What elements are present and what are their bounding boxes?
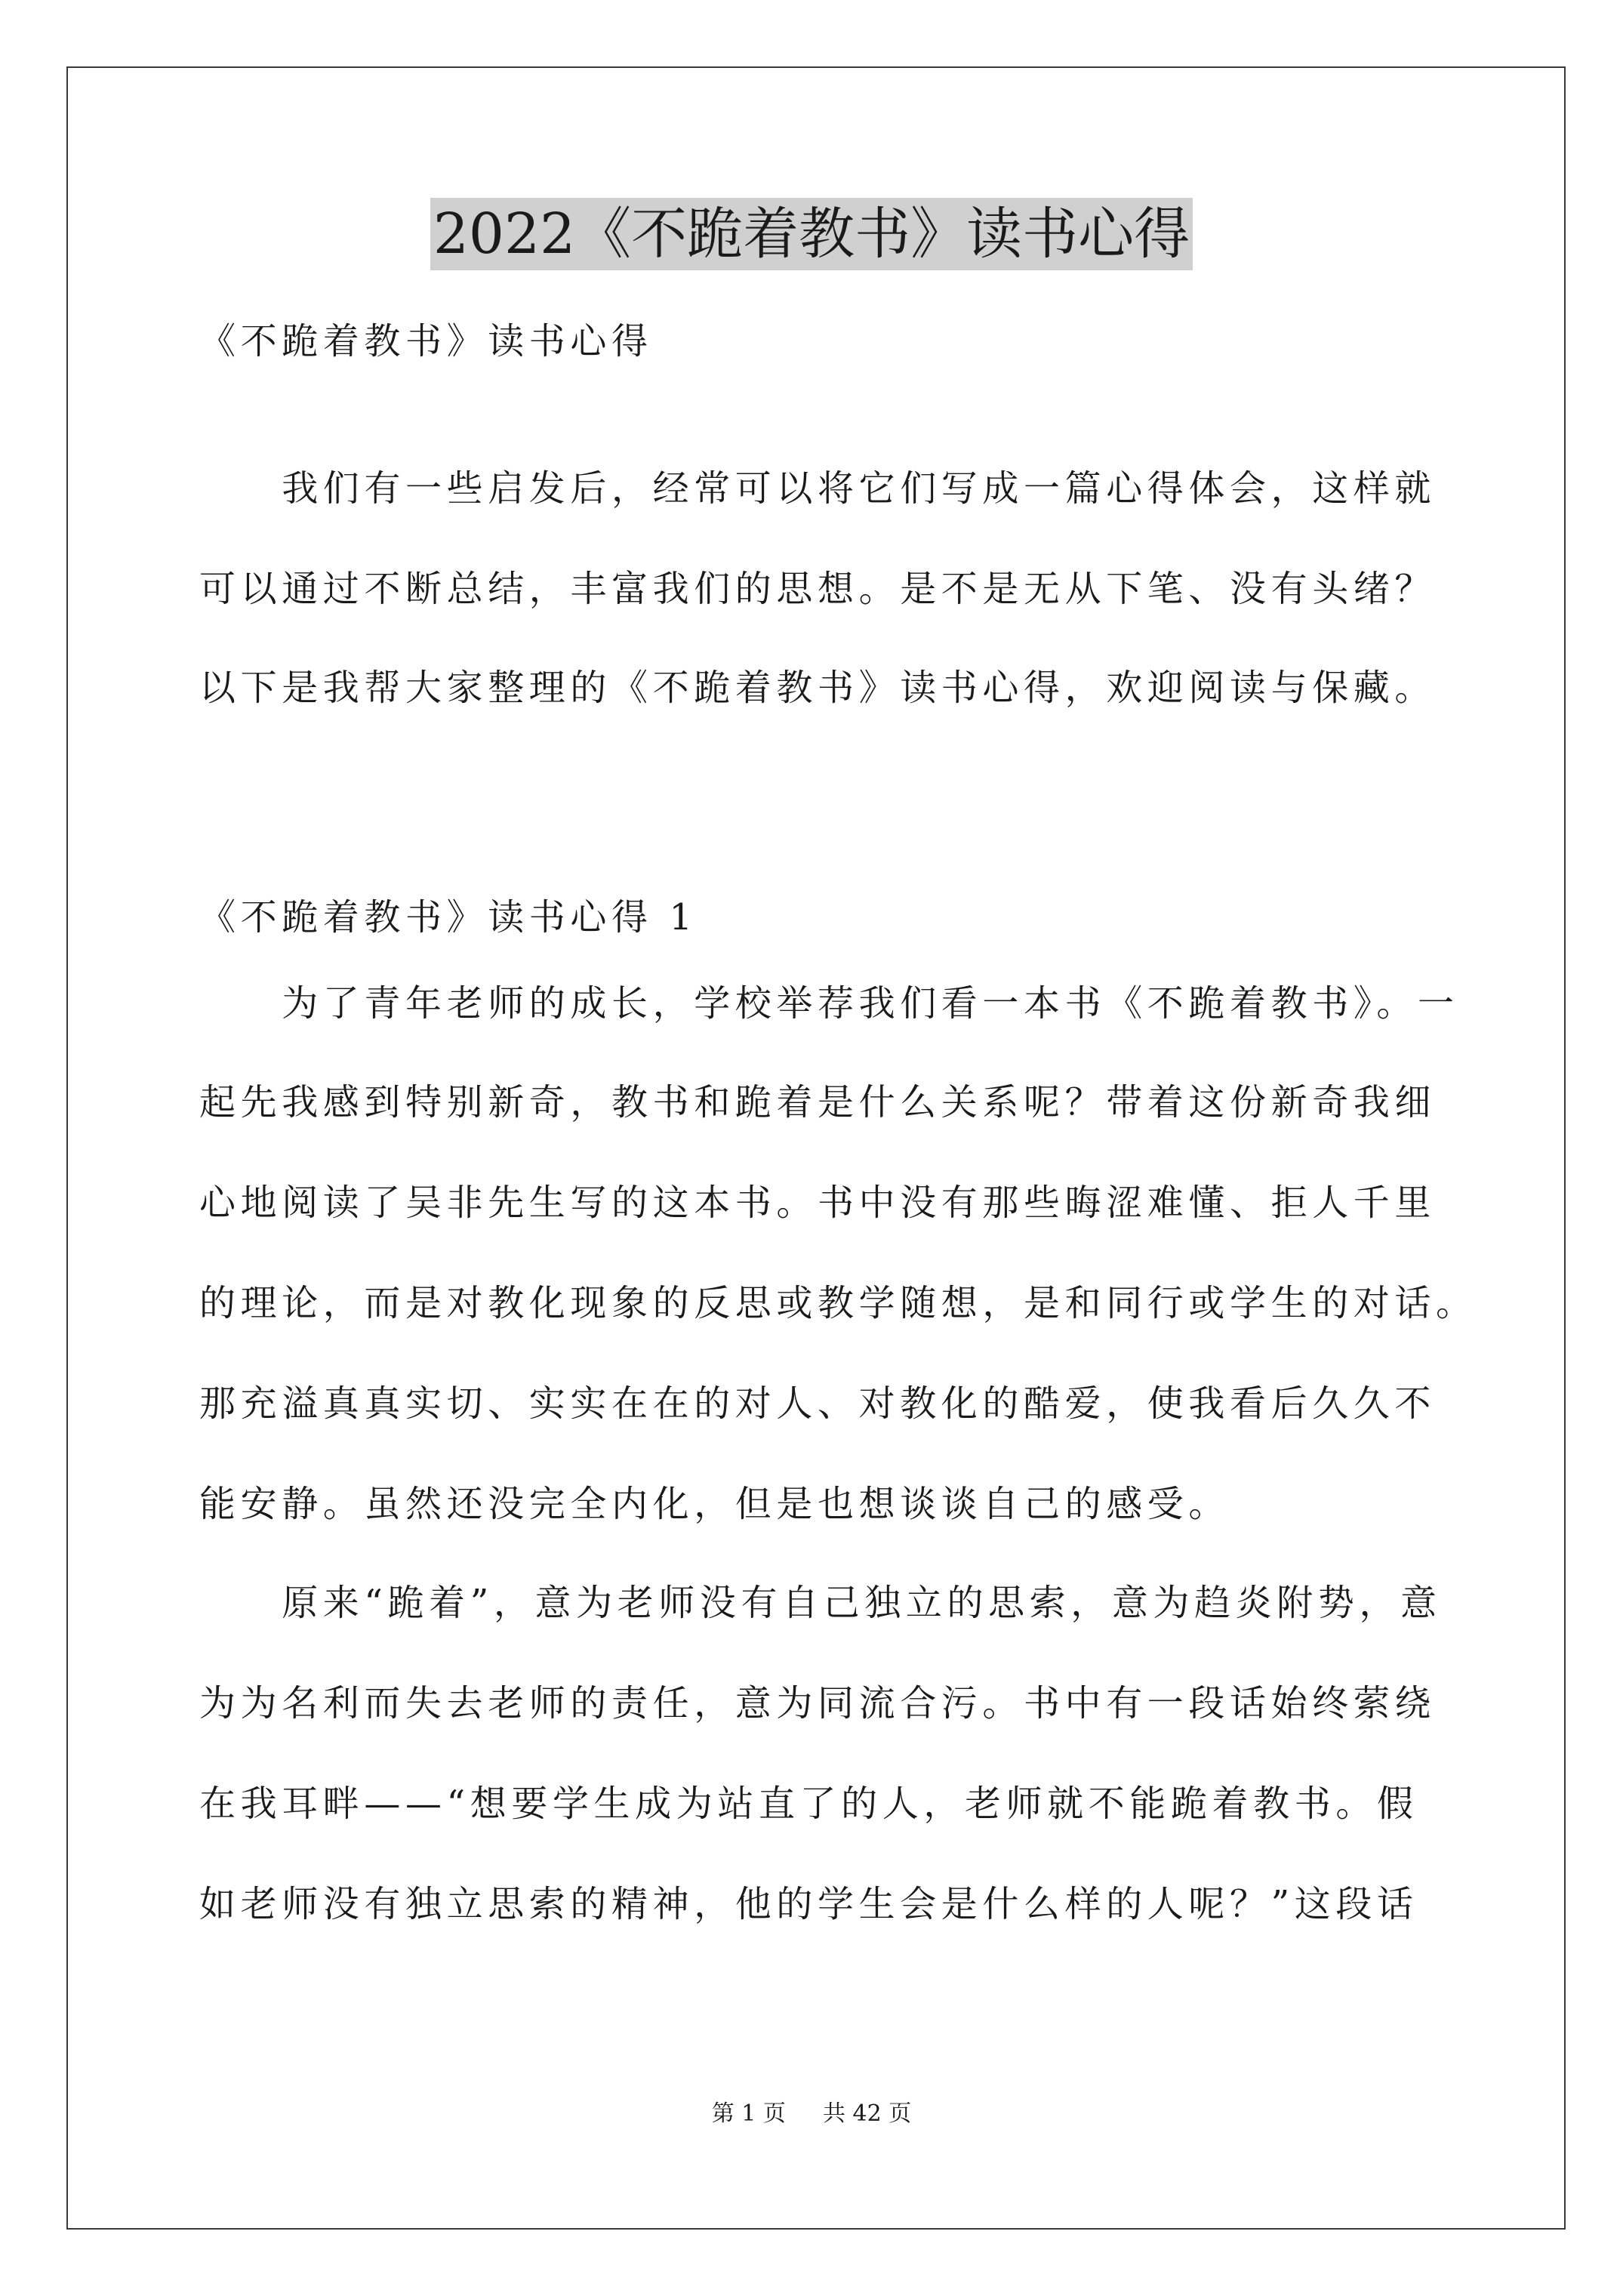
paragraph-line: 心地阅读了吴非先生写的这本书。书中没有那些晦涩难懂、拒人千里 xyxy=(199,1182,1437,1224)
paragraph-line: 可以通过不断总结，丰富我们的思想。是不是无从下笔、没有头绪？ xyxy=(199,568,1437,610)
paragraph-line: 为为名利而失去老师的责任，意为同流合污。书中有一段话始终萦绕 xyxy=(199,1682,1437,1724)
page-total: 共 42 页 xyxy=(823,2100,912,2127)
paragraph-line: 我们有一些启发后，经常可以将它们写成一篇心得体会，这样就 xyxy=(199,467,1437,510)
page-footer xyxy=(0,2099,1623,2129)
paragraph-line: 为了青年老师的成长，学校举荐我们看一本书《不跪着教书》。一 xyxy=(199,982,1459,1025)
paragraph-line: 能安静。虽然还没完全内化，但是也想谈谈自己的感受。 xyxy=(199,1483,1230,1525)
document-title: 2022《不跪着教书》读书心得 xyxy=(430,198,1193,270)
section-heading: 《不跪着教书》读书心得 1 xyxy=(199,896,698,938)
page-number: 第 1 页 xyxy=(711,2100,786,2127)
paragraph-line: 起先我感到特别新奇，教书和跪着是什么关系呢？带着这份新奇我细 xyxy=(199,1081,1437,1123)
paragraph-line: 在我耳畔——“想要学生成为站直了的人，老师就不能跪着教书。假 xyxy=(199,1783,1418,1825)
paragraph-line: 以下是我帮大家整理的《不跪着教书》读书心得，欢迎阅读与保藏。 xyxy=(199,667,1437,709)
paragraph-line: 原来“跪着”，意为老师没有自己独立的思索，意为趋炎附势，意 xyxy=(199,1582,1442,1624)
paragraph-line: 那充溢真真实切、实实在在的对人、对教化的酷爱，使我看后久久不 xyxy=(199,1382,1437,1425)
paragraph-line: 的理论，而是对教化现象的反思或教学随想，是和同行或学生的对话。 xyxy=(199,1282,1477,1324)
title-container xyxy=(0,198,1623,270)
section-heading: 《不跪着教书》读书心得 xyxy=(199,320,653,362)
paragraph-line: 如老师没有独立思索的精神，他的学生会是什么样的人呢？”这段话 xyxy=(199,1883,1418,1925)
